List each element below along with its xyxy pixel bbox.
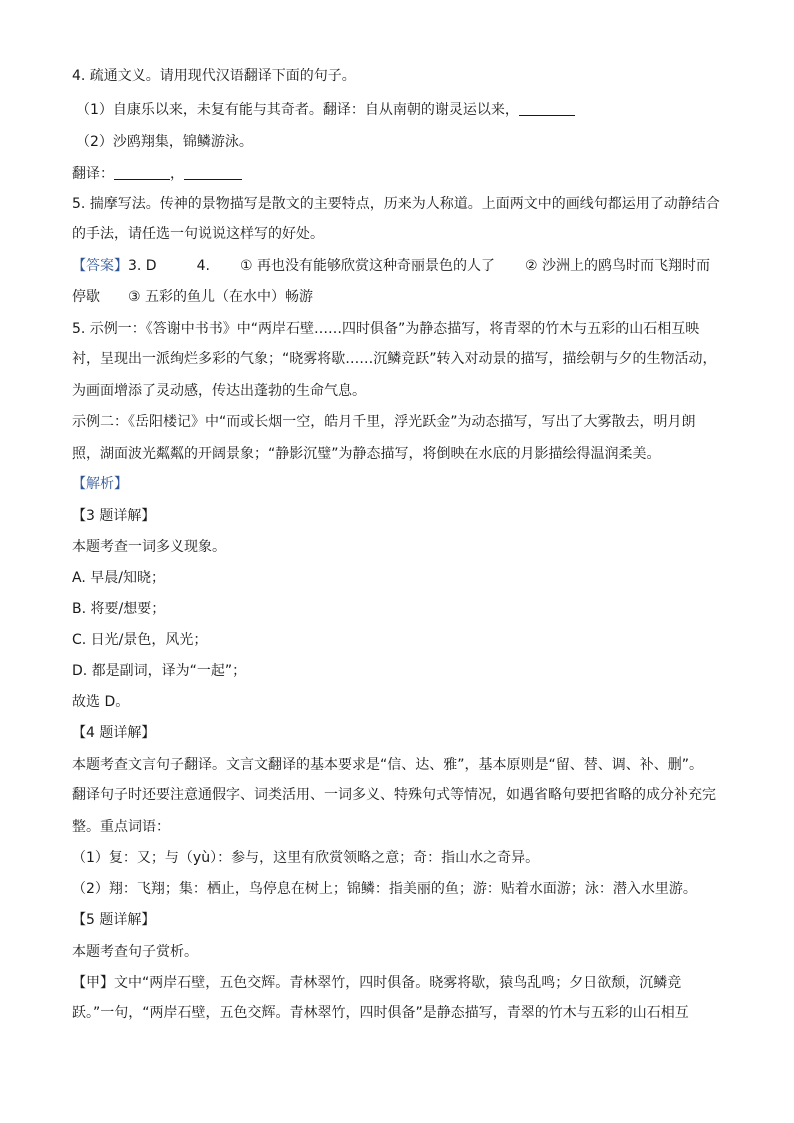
answer-4-label: 4. <box>196 258 210 274</box>
detail-3-option-a: A. 早晨/知晓； <box>72 570 165 586</box>
answer-4-item-1: ① 再也没有能够欣赏这种奇丽景色的人了 <box>239 258 495 274</box>
example-2-line-2: 照，湖面波光粼粼的开阔景象；“静影沉璧”为静态描写，将倒映在水底的月影描绘得温润柔美。 <box>72 446 661 462</box>
question-4-title: 4. 疏通文义。请用现代汉语翻译下面的句子。 <box>72 68 356 84</box>
answer-blank <box>114 165 170 180</box>
answer-3: 3. D <box>128 258 157 274</box>
detail-5-intro: 本题考查句子赏析。 <box>72 944 198 960</box>
detail-4-line-3: 整。重点词语： <box>72 819 170 835</box>
example-1-line-2: 衬，呈现出一派绚烂多彩的气象；“晓雾将歇……沉鳞竞跃”转入对动景的描写，描绘朝与夕的生物活动， <box>72 351 717 367</box>
detail-5-line-2: 跃。”一句，“两岸石壁，五色交辉。青林翠竹，四时俱备”是静态描写，青翠的竹木与五彩的山石相互 <box>72 1005 689 1021</box>
translation-separator: ， <box>170 166 184 182</box>
question-4-item-1-text: （1）自康乐以来，未复有能与其奇者。翻译：自从南朝的谢灵运以来， <box>76 102 519 118</box>
question-5-title-line-2: 的手法，请任选一句说说这样写的好处。 <box>72 226 324 242</box>
translation-label: 翻译： <box>72 166 114 182</box>
question-4-translation <box>72 165 728 183</box>
example-1-line-3: 为画面增添了灵动感，传达出蓬勃的生命气息。 <box>72 383 366 399</box>
answer-line-1 <box>72 257 728 275</box>
detail-3-intro: 本题考查一词多义现象。 <box>72 539 226 555</box>
question-4-item-2: （2）沙鸥翔集，锦鳞游泳。 <box>76 134 253 150</box>
answer-blank <box>184 165 242 180</box>
detail-3-conclusion: 故选 D。 <box>72 694 130 710</box>
analysis-tag: 【解析】 <box>72 476 128 492</box>
detail-4-item-1: （1）复：又；与（yù）：参与，这里有欣赏领略之意；奇：指山水之奇异。 <box>72 850 540 866</box>
detail-3-option-d: D. 都是副词，译为“一起”； <box>72 663 247 679</box>
example-1-line-1: 5. 示例一：《答谢中书书》中“两岸石壁……四时俱备”为静态描写，将青翠的竹木与五彩的山石相互映 <box>72 321 700 337</box>
detail-4-line-2: 翻译句子时还要注意通假字、词类活用、一词多义、特殊句式等情况，如遇省略句要把省略的成分补充完 <box>72 787 716 803</box>
question-4-item-1 <box>76 101 732 119</box>
answer-line-2 <box>72 288 728 306</box>
question-5-title-line-1: 5. 揣摩写法。传神的景物描写是散文的主要特点，历来为人称道。上面两文中的画线句都运用了动静结合 <box>72 196 720 212</box>
detail-3-option-b: B. 将要/想要； <box>72 601 166 617</box>
answer-4-item-2: ② 沙洲上的鸥鸟时而飞翔时而 <box>524 258 710 274</box>
detail-5-line-1: 【甲】文中“两岸石壁，五色交辉。青林翠竹，四时俱备。晓雾将歇，猿鸟乱鸣；夕日欲颓，沉鳞竞 <box>72 975 682 991</box>
answer-blank <box>519 101 575 116</box>
example-2-line-1: 示例二：《岳阳楼记》中“而或长烟一空，皓月千里，浮光跃金”为动态描写，写出了大雾散去，明月朗 <box>72 414 696 430</box>
detail-3-option-c: C. 日光/景色，风光； <box>72 632 208 648</box>
answer-4-item-2-cont: 停歇 <box>72 289 100 305</box>
detail-3-tag: 【3 题详解】 <box>72 508 156 524</box>
detail-4-line-1: 本题考查文言句子翻译。文言文翻译的基本要求是“信、达、雅”，基本原则是“留、替、调、补、删”。 <box>72 757 704 773</box>
detail-4-tag: 【4 题详解】 <box>72 725 156 741</box>
detail-4-item-2: （2）翔：飞翔；集：栖止，鸟停息在树上；锦鳞：指美丽的鱼；游：贴着水面游；泳：潜入水里游。 <box>72 881 697 897</box>
answer-4-item-3: ③ 五彩的鱼儿（在水中）畅游 <box>128 289 314 305</box>
answer-tag: 【答案】 <box>72 258 128 274</box>
detail-5-tag: 【5 题详解】 <box>72 912 156 928</box>
